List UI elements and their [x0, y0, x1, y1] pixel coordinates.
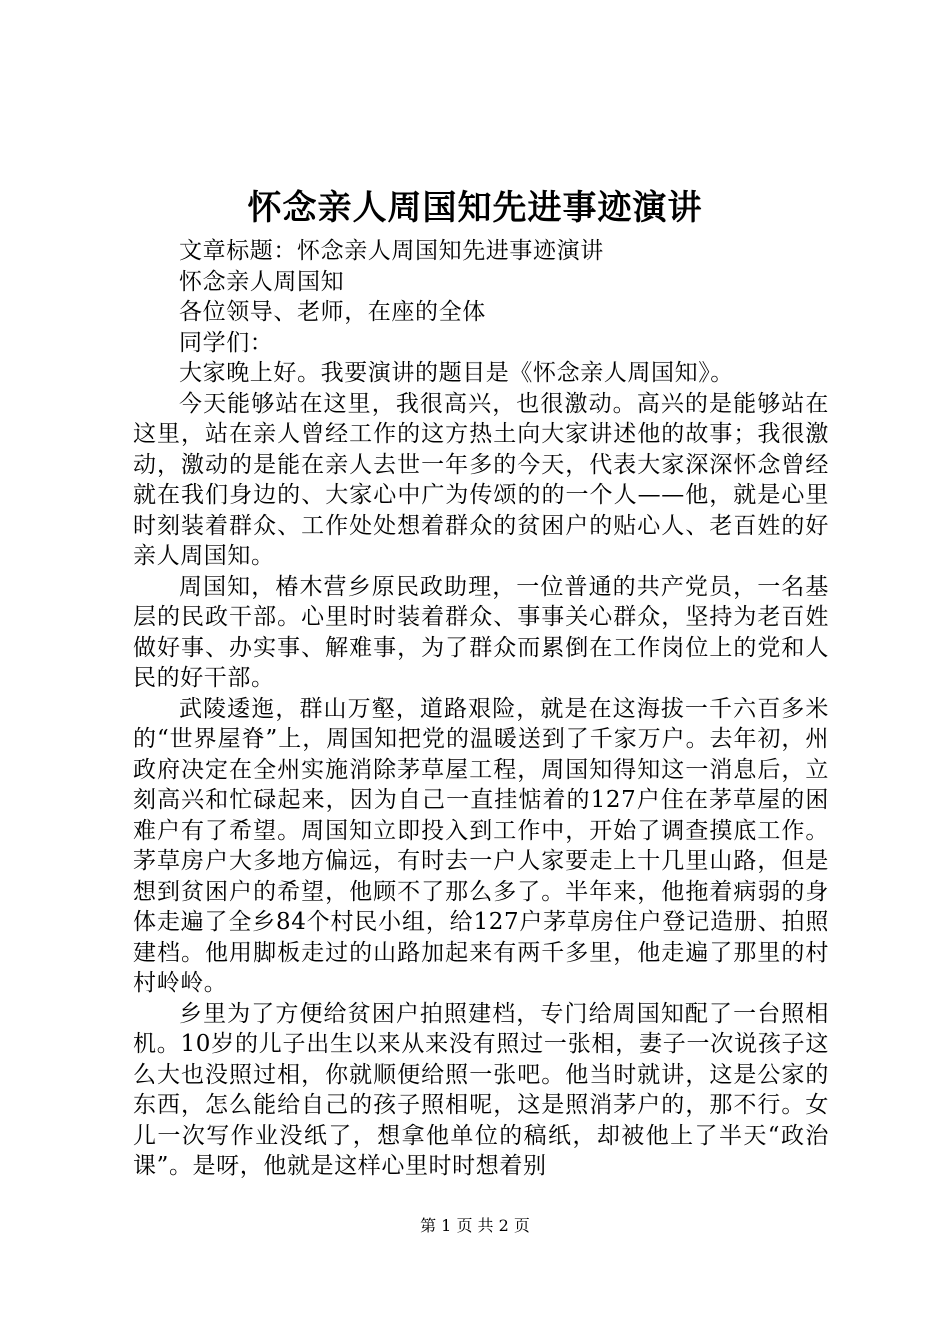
paragraph-body: 乡里为了方便给贫困户拍照建档，专门给周国知配了一台照相机。10岁的儿子出生以来从来没有照过一张相，妻子一次说孩子这么大也没照过相，你就顺便给照一张吧。他当时就讲，这是公家的东西，怎么能给自己的孩子照相呢，这是照消茅户的，那不行。女儿一次写作业没纸了，想拿他单位的稿纸，却被他上了半天“政治课”。是呀，他就是这样心里时时想着别: [133, 1000, 829, 1179]
page-footer: 第 1 页 共 2 页: [420, 1216, 530, 1235]
paragraph-subtitle: 怀念亲人周国知: [179, 268, 345, 295]
paragraph-article-title: 文章标题：怀念亲人周国知先进事迹演讲: [179, 238, 604, 264]
paragraph-salutation-1: 各位领导、老师，在座的全体: [179, 299, 486, 325]
paragraph-salutation-2: 同学们：: [179, 329, 274, 356]
document-title: 怀念亲人周国知先进事迹演讲: [247, 188, 703, 228]
paragraph-body: 武陵逶迤，群山万壑，道路艰险，就是在这海拔一千六百多米的“世界屋脊”上，周国知把党的温暖送到了千家万户。去年初，州政府决定在全州实施消除茅草屋工程，周国知得知这一消息后，立刻高兴和忙碌起来，因为自己一直挂惦着的127户住在茅草屋的困难户有了希望。周国知立即投入到工作中，开始了调查摸底工作。茅草房户大多地方偏远，有时去一户人家要走上十几里山路，但是想到贫困户的希望，他顾不了那么多了。半年来，他拖着病弱的身体走遍了全乡84个村民小组，给127户茅草房住户登记造册、拍照建档。他用脚板走过的山路加起来有两千多里，他走遍了那里的村村岭岭。: [133, 695, 829, 996]
paragraph-body: 周国知，椿木营乡原民政助理，一位普通的共产党员，一名基层的民政干部。心里时时装着群众、事事关心群众，坚持为老百姓做好事、办实事、解难事，为了群众而累倒在工作岗位上的党和人民的好干部。: [133, 573, 829, 691]
document-body: [133, 236, 829, 1182]
paragraph-body: 今天能够站在这里，我很高兴，也很激动。高兴的是能够站在这里，站在亲人曾经工作的这方热土向大家讲述他的故事；我很激动，激动的是能在亲人去世一年多的今天，代表大家深深怀念曾经就在我们身边的、大家心中广为传颂的的一个人——他，就是心里时刻装着群众、工作处处想着群众的贫困户的贴心人、老百姓的好亲人周国知。: [133, 390, 829, 569]
paragraph-greeting: 大家晚上好。我要演讲的题目是《怀念亲人周国知》。: [179, 360, 734, 386]
